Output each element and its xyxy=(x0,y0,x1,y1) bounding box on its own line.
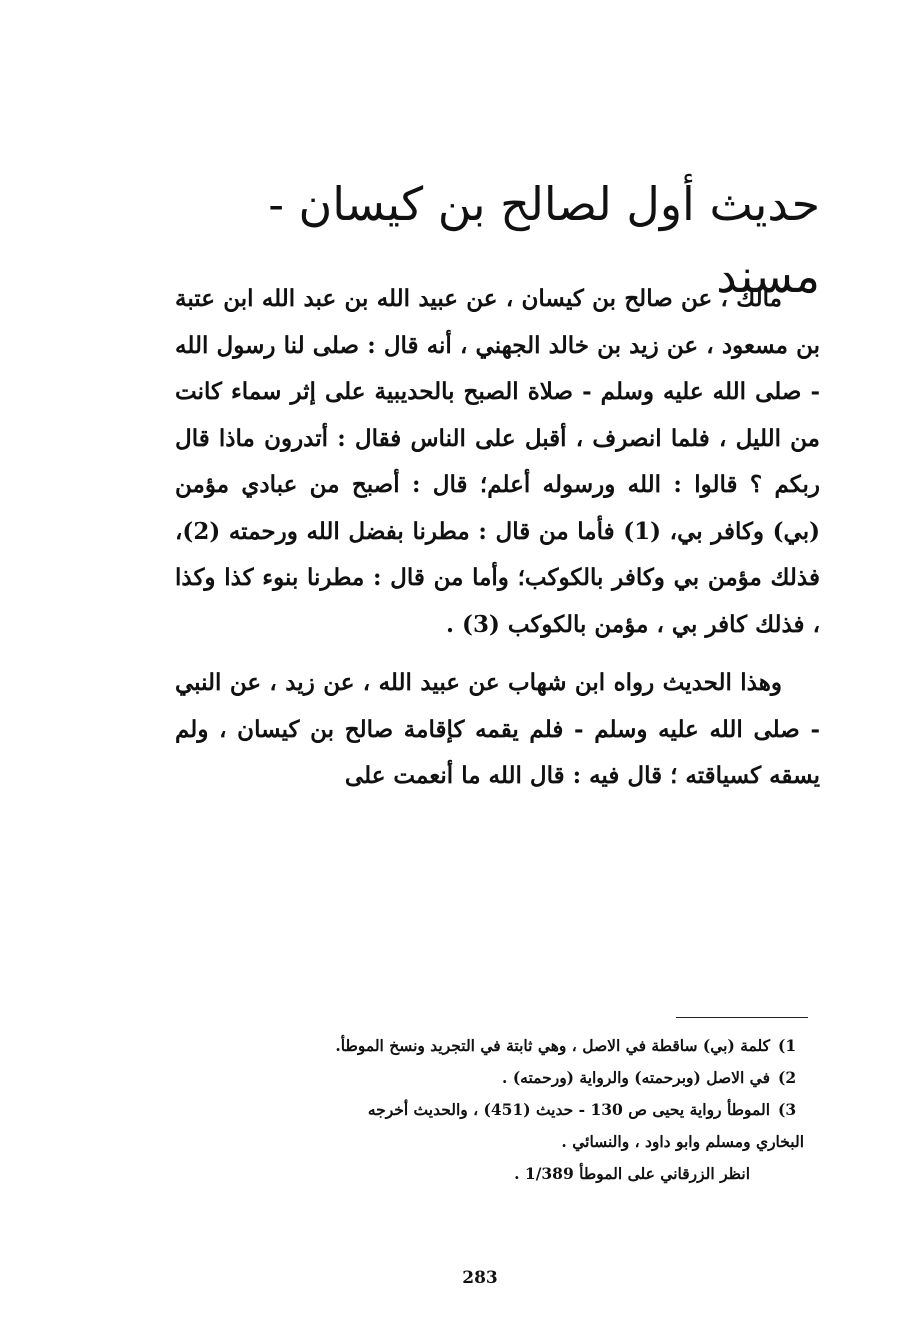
footnote-text: الموطأ رواية يحيى ص 130 - حديث (451) ، والحديث أخرجه xyxy=(367,1100,770,1119)
page-number: 283 xyxy=(462,1268,498,1288)
footnote-item xyxy=(170,1030,797,1062)
footnote-item xyxy=(170,1094,797,1126)
footnote-continuation: البخاري ومسلم وابو داود ، والنسائي . xyxy=(561,1132,804,1151)
footnote-number: (3 xyxy=(778,1100,797,1119)
chapter-title: حديث أول لصالح بن كيسان - مسند xyxy=(268,177,820,303)
footnote-item xyxy=(170,1062,797,1094)
footnote-reference: انظر الزرقاني على الموطأ 1/389 . xyxy=(514,1164,750,1183)
footnote-text: كلمة (بي) ساقطة في الاصل ، وهي ثابتة في التجريد ونسخ الموطأ. xyxy=(335,1036,770,1055)
footnote-separator xyxy=(676,1017,808,1018)
footnote-number: (1 xyxy=(778,1036,797,1055)
footnote-number: (2 xyxy=(778,1068,797,1087)
footnote-text: في الاصل (وبرحمته) والرواية (ورحمته) . xyxy=(502,1068,770,1087)
footnotes xyxy=(170,1030,804,1190)
body-paragraph: وهذا الحديث رواه ابن شهاب عن عبيد الله ، عن زيد ، عن النبي - صلى الله عليه وسلم - فلم يقمه كإقامة صالح بن كيسان ، ولم يسقه كسياقته ؛ قال فيه : قال الله ما أنعمت على xyxy=(175,669,820,789)
body-paragraph: مالك ، عن صالح بن كيسان ، عن عبيد الله بن عبد الله ابن عتبة بن مسعود ، عن زيد بن خالد الجهني ، أنه قال : صلى لنا رسول الله - صلى الله عليه وسلم - صلاة الصبح بالحديبية على إثر سماء كانت من الليل ، فلما انصرف ، أقبل على الناس فقال : أتدرون ماذا قال ربكم ؟ قالوا : الله ورسوله أعلم؛ قال : أصبح من عبادي مؤمن (بي) وكافر بي، (1) فأما من قال : مطرنا بفضل الله ورحمته (2)، فذلك مؤمن بي وكافر بالكوكب؛ وأما من قال : مطرنا بنوء كذا وكذا ، فذلك كافر بي ، مؤمن بالكوكب (3) . xyxy=(175,285,820,638)
main-text xyxy=(175,276,820,800)
